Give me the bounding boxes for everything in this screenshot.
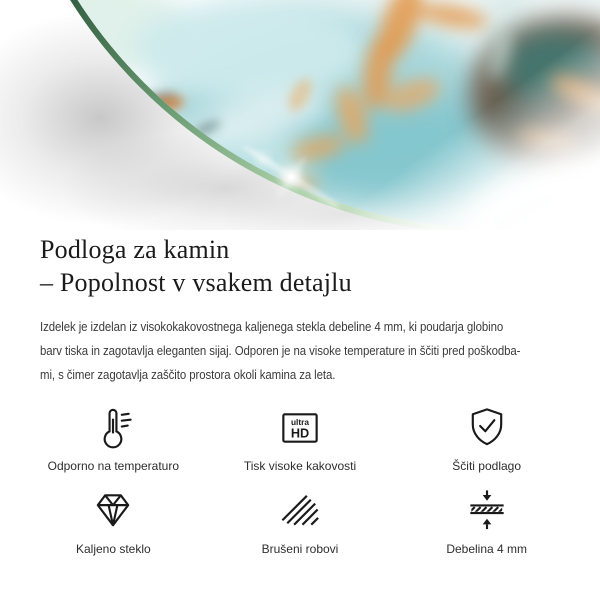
- feature-protects-surface: [393, 404, 580, 474]
- feature-label: Kaljeno steklo: [75, 542, 151, 556]
- feature-label: Tisk visoke kakovosti: [243, 459, 357, 473]
- ultra-hd-icon: [275, 404, 325, 451]
- feature-label: Brušeni robovi: [261, 542, 339, 556]
- description-line-1: Izdelek je izdelan iz visokokakovostnega kaljenega stekla debeline 4 mm, ki poudarja globino: [40, 319, 504, 334]
- title-line-2: – Popolnost v vsakem detajlu: [40, 268, 352, 297]
- feature-label: Ščiti podlago: [452, 459, 522, 473]
- feature-grid: [0, 404, 600, 557]
- shield-check-icon: [462, 404, 512, 451]
- feature-tempered-glass: [20, 487, 207, 557]
- product-image: [0, 0, 600, 230]
- title-line-1: Podloga za kamin: [40, 235, 230, 264]
- description-line-3: mi, s čimer zagotavlja zaščito prostora okoli kamina za leta.: [40, 367, 336, 382]
- thermometer-icon: [88, 404, 138, 451]
- feature-thickness: [393, 487, 580, 557]
- thickness-icon: [462, 487, 512, 534]
- description-line-2: barv tiska in zagotavlja eleganten sijaj. Odporen je na visoke temperature in ščiti pred poškodba-: [40, 343, 521, 358]
- feature-temperature-resistant: [20, 404, 207, 474]
- feature-print-quality: [207, 404, 394, 474]
- feature-polished-edges: [207, 487, 394, 557]
- feature-label: Odporno na temperaturo: [47, 459, 180, 473]
- page-title: [40, 233, 560, 299]
- feature-label: Debelina 4 mm: [446, 542, 528, 556]
- polished-edges-icon: [275, 487, 325, 534]
- product-description: [40, 315, 560, 387]
- diamond-icon: [88, 487, 138, 534]
- ultra-hd-text-bottom: HD: [290, 425, 310, 441]
- ultra-hd-text-top: ultra: [290, 417, 309, 428]
